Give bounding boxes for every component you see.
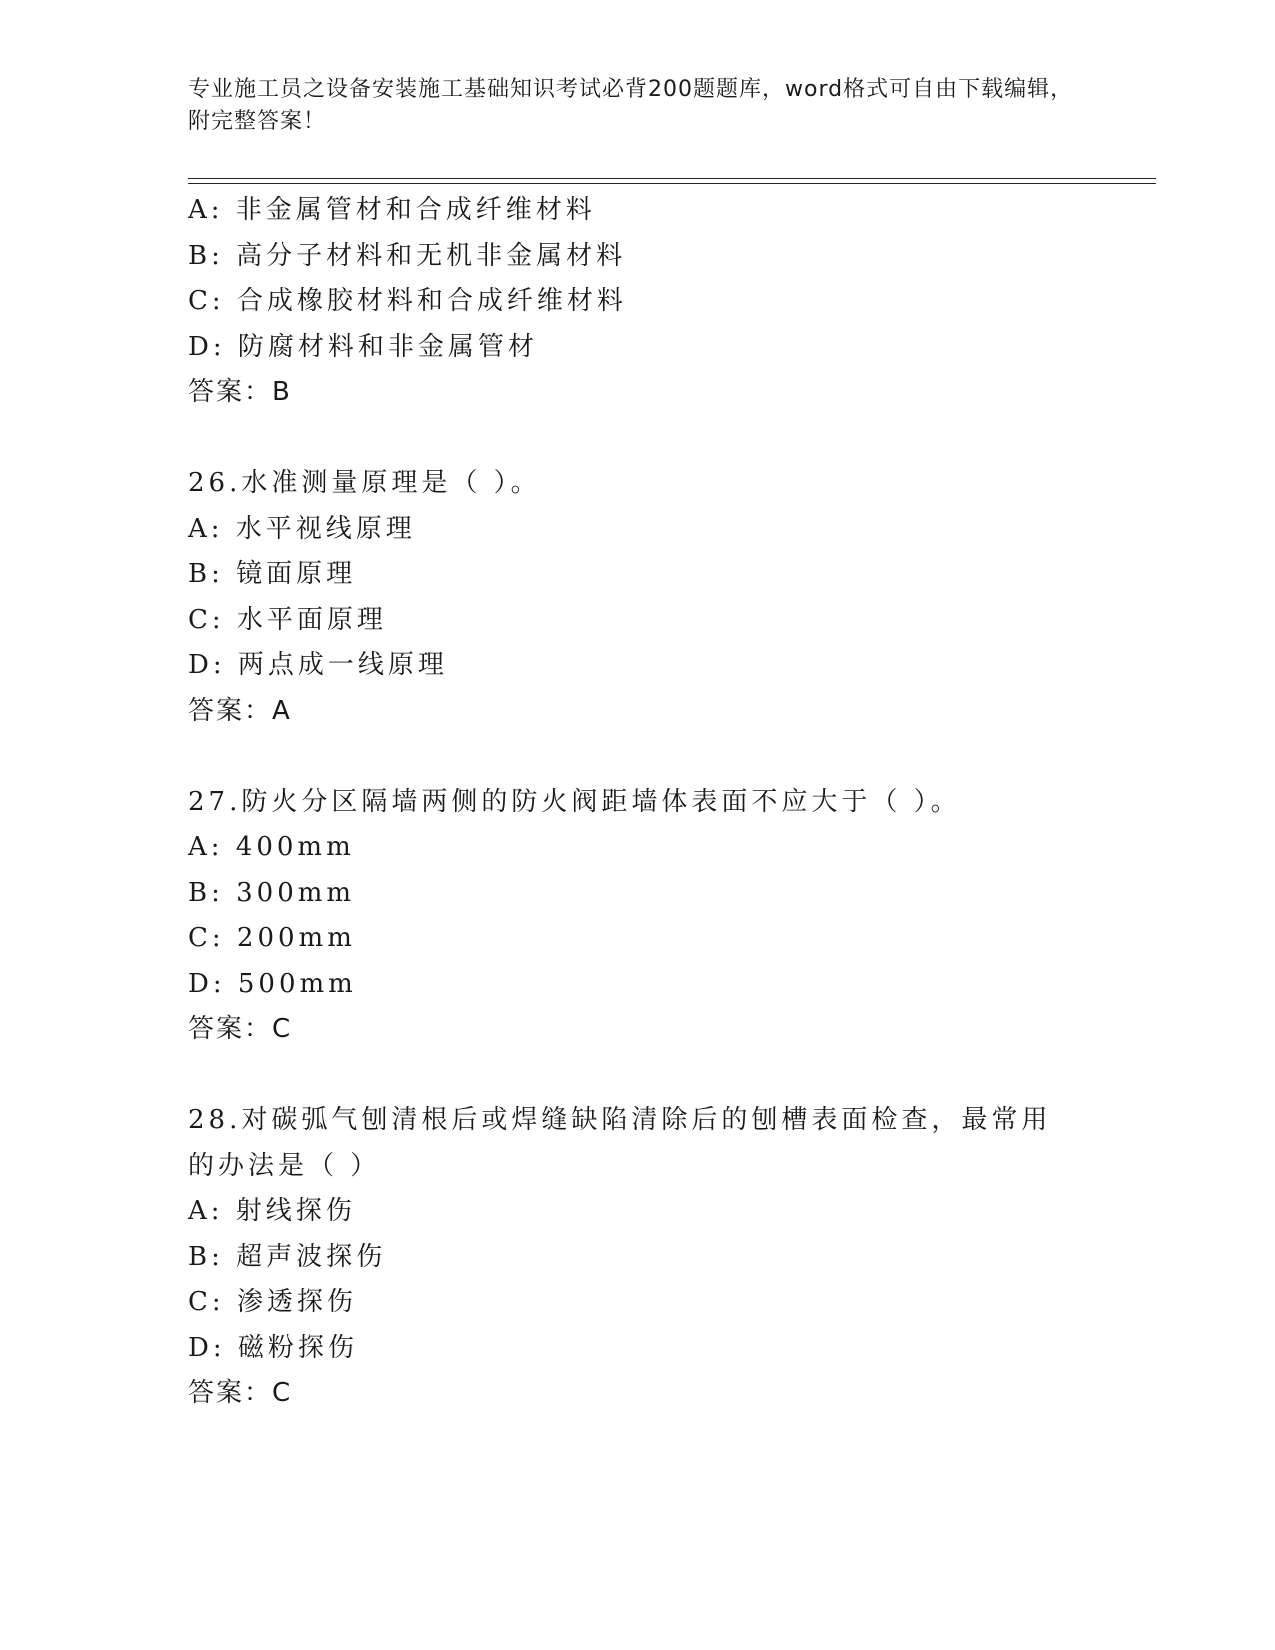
option-c: C: 水平面原理 xyxy=(188,604,387,635)
option-d: D: 500mm xyxy=(188,968,357,999)
answer-line: 答案：C xyxy=(188,1014,293,1044)
question-block-28 xyxy=(188,1098,1088,1417)
option-c: C: 合成橡胶材料和合成纤维材料 xyxy=(188,286,627,316)
answer-line: 答案：A xyxy=(188,695,292,726)
option-d: D: 两点成一线原理 xyxy=(188,650,448,680)
header-rule-top xyxy=(188,178,1156,179)
option-d: D: 磁粉探伤 xyxy=(188,1332,358,1363)
question-block-27 xyxy=(188,780,1088,1053)
question-block-26 xyxy=(188,461,1088,734)
answer-line: 答案：B xyxy=(188,377,292,407)
option-a: A: 射线探伤 xyxy=(188,1196,356,1226)
question-text: 26.水准测量原理是（ ）。 xyxy=(188,468,541,498)
answer-line: 答案：C xyxy=(188,1378,293,1408)
header-rule-bottom xyxy=(188,183,1156,184)
document-header: 专业施工员之设备安装施工基础知识考试必背200题题库，word格式可自由下载编辑，附完整答案！ xyxy=(188,77,1074,134)
question-list xyxy=(188,188,1088,1417)
option-b: B: 镜面原理 xyxy=(188,559,357,589)
option-a: A: 400mm xyxy=(188,832,355,862)
question-block-25 xyxy=(188,188,1088,416)
option-a: A: 非金属管材和合成纤维材料 xyxy=(188,195,596,225)
option-d: D: 防腐材料和非金属管材 xyxy=(188,331,538,362)
option-b: B: 超声波探伤 xyxy=(188,1241,387,1272)
option-b: B: 高分子材料和无机非金属材料 xyxy=(188,240,627,271)
option-c: C: 渗透探伤 xyxy=(188,1287,357,1317)
option-b: B: 300mm xyxy=(188,877,356,908)
question-text: 28.对碳弧气刨清根后或焊缝缺陷清除后的刨槽表面检查，最常用的办法是（ ） xyxy=(188,1105,1052,1181)
question-text: 27.防火分区隔墙两侧的防火阀距墙体表面不应大于（ ）。 xyxy=(188,786,961,817)
option-a: A: 水平视线原理 xyxy=(188,513,416,544)
option-c: C: 200mm xyxy=(188,923,356,953)
